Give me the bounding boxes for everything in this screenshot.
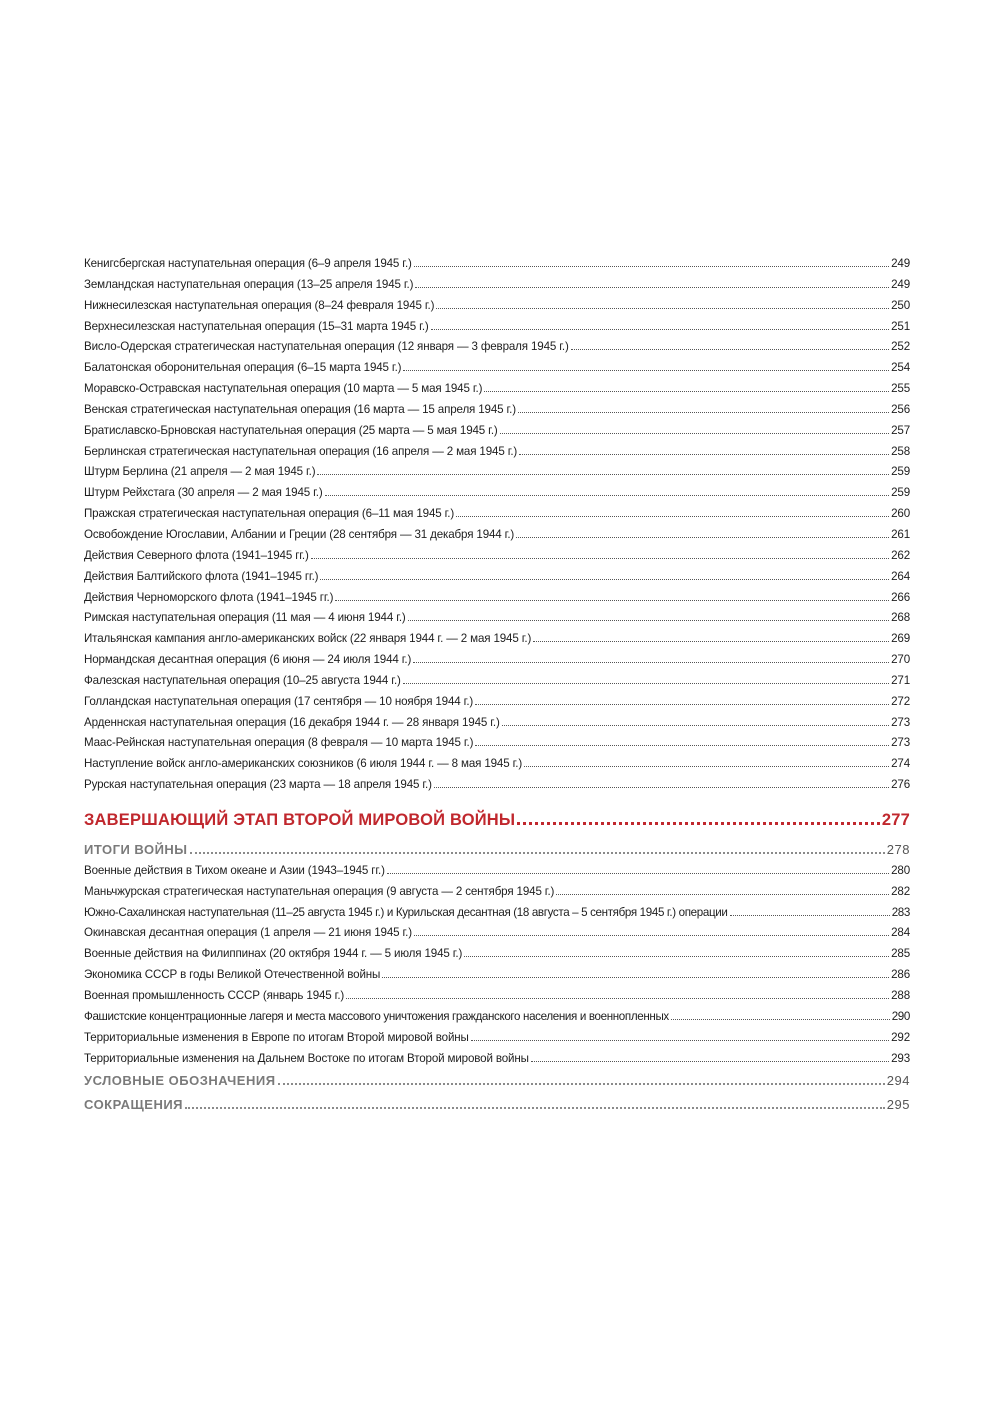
toc-entry[interactable] xyxy=(84,713,910,734)
toc-entry-title: Балатонская оборонительная операция (6–15 марта 1945 г.) xyxy=(84,361,402,375)
toc-entry-title: Арденнская наступательная операция (16 декабря 1944 г. — 28 января 1945 г.) xyxy=(84,715,500,729)
toc-entry[interactable] xyxy=(84,754,910,775)
toc-entry-title: Венская стратегическая наступательная операция (16 марта — 15 апреля 1945 г.) xyxy=(84,402,516,416)
toc-entry[interactable] xyxy=(84,629,910,650)
table-of-contents xyxy=(84,254,910,1117)
toc-entry-title: Кенигсбергская наступательная операция (6–9 апреля 1945 г.) xyxy=(84,257,412,270)
dot-leader xyxy=(387,873,889,874)
dot-leader xyxy=(346,998,889,999)
toc-entry-page-number: 292 xyxy=(891,1030,910,1044)
toc-entry-title: Экономика СССР в годы Великой Отечественной войны xyxy=(84,968,381,982)
toc-entry[interactable] xyxy=(84,1028,910,1049)
dot-leader xyxy=(414,935,889,936)
toc-entry[interactable] xyxy=(84,254,910,275)
toc-entry[interactable] xyxy=(84,608,910,629)
dot-leader xyxy=(415,287,889,288)
dot-leader xyxy=(519,454,889,455)
toc-entry[interactable] xyxy=(84,379,910,400)
dot-leader xyxy=(500,433,889,434)
dot-leader xyxy=(471,1040,889,1041)
dot-leader xyxy=(456,516,889,517)
toc-entry-title: Военная промышленность СССР (январь 1945 г.) xyxy=(84,989,345,1002)
abbreviations-page-number: 295 xyxy=(886,1097,910,1113)
dot-leader xyxy=(311,558,889,559)
dot-leader xyxy=(533,641,889,642)
toc-entry-page-number: 280 xyxy=(891,863,910,877)
dot-leader xyxy=(531,1061,889,1062)
toc-entry-title: Действия Северного флота (1941–1945 гг.) xyxy=(84,548,309,562)
legend-title: УСЛОВНЫЕ ОБОЗНАЧЕНИЯ xyxy=(84,1073,276,1089)
abbreviations-title: СОКРАЩЕНИЯ xyxy=(84,1097,184,1113)
toc-entry[interactable] xyxy=(84,861,910,882)
dot-leader xyxy=(475,704,889,705)
dot-leader xyxy=(484,391,889,392)
toc-entry-page-number: 249 xyxy=(891,277,910,291)
dot-leader xyxy=(325,495,890,496)
toc-entry-page-number: 251 xyxy=(891,319,910,333)
toc-entry[interactable] xyxy=(84,442,910,463)
toc-entry-title: Южно-Сахалинская наступательная (11–25 августа 1945 г.) и Курильская десантная (18 августа – 5 сентября 1945 г.) операции xyxy=(84,905,728,919)
toc-entry-page-number: 269 xyxy=(891,632,910,646)
toc-entry-title: Висло-Одерская стратегическая наступательная операция (12 января — 3 февраля 1945 г.) xyxy=(84,340,569,354)
toc-entry-page-number: 256 xyxy=(891,402,910,416)
toc-entry[interactable] xyxy=(84,525,910,546)
dot-leader xyxy=(414,266,889,267)
toc-entry-page-number: 254 xyxy=(891,361,910,375)
toc-entry[interactable] xyxy=(84,588,910,609)
dot-leader xyxy=(413,662,889,663)
dot-leader xyxy=(185,1107,885,1109)
dot-leader xyxy=(190,852,885,854)
dot-leader xyxy=(408,620,889,621)
toc-entry-page-number: 286 xyxy=(891,968,910,982)
toc-entry-page-number: 273 xyxy=(891,736,910,750)
toc-entry-page-number: 266 xyxy=(891,590,910,604)
toc-entry[interactable] xyxy=(84,546,910,567)
toc-entry-page-number: 271 xyxy=(891,673,910,687)
dot-leader xyxy=(516,537,889,538)
toc-entry[interactable] xyxy=(84,421,910,442)
toc-entry-title: Действия Балтийского флота (1941–1945 гг.) xyxy=(84,569,319,583)
toc-entry[interactable] xyxy=(84,1049,910,1070)
toc-subsection-heading[interactable] xyxy=(84,838,910,861)
toc-entry-page-number: 252 xyxy=(891,340,910,354)
section-title: ЗАВЕРШАЮЩИЙ ЭТАП ВТОРОЙ МИРОВОЙ ВОЙНЫ xyxy=(84,810,516,829)
toc-entry-page-number: 249 xyxy=(891,257,910,270)
toc-entry-title: Территориальные изменения в Европе по итогам Второй мировой войны xyxy=(84,1030,469,1044)
toc-entry[interactable] xyxy=(84,567,910,588)
toc-entry-page-number: 290 xyxy=(891,1009,910,1023)
subsection-title: ИТОГИ ВОЙНЫ xyxy=(84,841,188,857)
toc-entry-title: Моравско-Остравская наступательная операция (10 марта — 5 мая 1945 г.) xyxy=(84,382,483,396)
toc-entry[interactable] xyxy=(84,692,910,713)
toc-entry[interactable] xyxy=(84,733,910,754)
dot-leader xyxy=(436,308,889,309)
toc-entry-page-number: 276 xyxy=(891,778,910,792)
toc-entry-title: Окинавская десантная операция (1 апреля — 21 июня 1945 г.) xyxy=(84,926,412,940)
toc-entry-title: Действия Черноморского флота (1941–1945 гг.) xyxy=(84,590,334,604)
dot-leader xyxy=(278,1083,885,1085)
toc-legend-heading[interactable] xyxy=(84,1069,910,1093)
toc-entry-title: Нормандская десантная операция (6 июня — 24 июля 1944 г.) xyxy=(84,653,412,667)
toc-entry[interactable] xyxy=(84,358,910,379)
toc-entry-page-number: 274 xyxy=(891,757,910,771)
toc-section-heading[interactable] xyxy=(84,802,910,838)
dot-leader xyxy=(518,412,889,413)
dot-leader xyxy=(475,745,889,746)
toc-entry-title: Братиславско-Брновская наступательная операция (25 марта — 5 мая 1945 г.) xyxy=(84,423,498,437)
dot-leader xyxy=(320,579,889,580)
toc-entry[interactable] xyxy=(84,944,910,965)
dot-leader xyxy=(524,766,889,767)
toc-entry-page-number: 260 xyxy=(891,507,910,521)
toc-entry-page-number: 264 xyxy=(891,569,910,583)
toc-entry-title: Римская наступательная операция (11 мая — 4 июня 1944 г.) xyxy=(84,611,406,625)
dot-leader xyxy=(571,349,889,350)
dot-leader xyxy=(382,977,889,978)
dot-leader xyxy=(403,683,889,684)
toc-entry-page-number: 282 xyxy=(891,884,910,898)
dot-leader xyxy=(317,474,889,475)
toc-entry-page-number: 259 xyxy=(891,486,910,500)
legend-page-number: 294 xyxy=(886,1073,910,1089)
toc-entry-title: Голландская наступательная операция (17 сентября — 10 ноября 1944 г.) xyxy=(84,694,474,708)
toc-entry-title: Наступление войск англо-американских союзников (6 июля 1944 г. — 8 мая 1945 г.) xyxy=(84,757,523,771)
toc-entry-title: Военные действия в Тихом океане и Азии (1943–1945 гг.) xyxy=(84,863,385,877)
dot-leader xyxy=(502,725,889,726)
toc-entry-page-number: 259 xyxy=(891,465,910,479)
toc-entry-title: Верхнесилезская наступательная операция (15–31 марта 1945 г.) xyxy=(84,319,429,333)
dot-leader xyxy=(434,787,889,788)
toc-entry-page-number: 261 xyxy=(891,527,910,541)
toc-entry-page-number: 284 xyxy=(891,926,910,940)
toc-entry[interactable] xyxy=(84,337,910,358)
dot-leader xyxy=(403,370,889,371)
subsection-page-number: 278 xyxy=(886,841,910,857)
toc-abbreviations-heading[interactable] xyxy=(84,1093,910,1117)
toc-entry-page-number: 288 xyxy=(891,989,910,1002)
toc-entry-title: Территориальные изменения на Дальнем Востоке по итогам Второй мировой войны xyxy=(84,1051,529,1065)
toc-entry-title: Фалезская наступательная операция (10–25 августа 1944 г.) xyxy=(84,673,401,687)
toc-entry[interactable] xyxy=(84,317,910,338)
dot-leader xyxy=(671,1019,890,1020)
dot-leader xyxy=(730,915,890,916)
toc-entry-page-number: 283 xyxy=(891,905,910,919)
toc-entry-title: Берлинская стратегическая наступательная операция (16 апреля — 2 мая 1945 г.) xyxy=(84,444,518,458)
toc-entry-title: Освобождение Югославии, Албании и Греции (28 сентября — 31 декабря 1944 г.) xyxy=(84,527,515,541)
toc-entry-page-number: 285 xyxy=(891,947,910,961)
toc-entries-group-a xyxy=(84,254,910,796)
toc-entry-page-number: 273 xyxy=(891,715,910,729)
toc-entry[interactable] xyxy=(84,903,910,924)
toc-entry[interactable] xyxy=(84,296,910,317)
toc-entry-title: Земландская наступательная операция (13–25 апреля 1945 г.) xyxy=(84,277,414,291)
toc-entry[interactable] xyxy=(84,462,910,483)
toc-entry-title: Штурм Берлина (21 апреля — 2 мая 1945 г.) xyxy=(84,465,316,479)
toc-entry-page-number: 258 xyxy=(891,444,910,458)
toc-entry-title: Маас-Рейнская наступательная операция (8 февраля — 10 марта 1945 г.) xyxy=(84,736,474,750)
toc-entry-page-number: 270 xyxy=(891,653,910,667)
toc-entry[interactable] xyxy=(84,1007,910,1028)
toc-entry-title: Маньчжурская стратегическая наступательная операция (9 августа — 2 сентября 1945 г.) xyxy=(84,884,555,898)
toc-entry[interactable] xyxy=(84,275,910,296)
toc-entry[interactable] xyxy=(84,671,910,692)
toc-entry[interactable] xyxy=(84,483,910,504)
toc-entry-page-number: 293 xyxy=(891,1051,910,1065)
toc-entry-title: Фашистские концентрационные лагеря и места массового уничтожения гражданского населения и военнопленных xyxy=(84,1009,669,1023)
toc-entry[interactable] xyxy=(84,400,910,421)
dot-leader xyxy=(464,956,889,957)
toc-entry-title: Штурм Рейхстага (30 апреля — 2 мая 1945 г.) xyxy=(84,486,323,500)
toc-entry[interactable] xyxy=(84,923,910,944)
toc-entry[interactable] xyxy=(84,882,910,903)
toc-entry-page-number: 250 xyxy=(891,298,910,312)
dot-leader xyxy=(431,329,889,330)
toc-entry[interactable] xyxy=(84,650,910,671)
toc-entry[interactable] xyxy=(84,775,910,796)
dot-leader xyxy=(517,822,880,825)
toc-entry[interactable] xyxy=(84,986,910,1007)
toc-entry-page-number: 272 xyxy=(891,694,910,708)
toc-entry-title: Рурская наступательная операция (23 марта — 18 апреля 1945 г.) xyxy=(84,778,432,792)
toc-entry-page-number: 268 xyxy=(891,611,910,625)
dot-leader xyxy=(335,600,889,601)
section-page-number: 277 xyxy=(881,810,910,829)
toc-entry[interactable] xyxy=(84,965,910,986)
toc-entries-group-b xyxy=(84,861,910,1069)
toc-entry-page-number: 255 xyxy=(891,382,910,396)
toc-entry-title: Нижнесилезская наступательная операция (8–24 февраля 1945 г.) xyxy=(84,298,435,312)
toc-entry-page-number: 257 xyxy=(891,423,910,437)
toc-entry-title: Военные действия на Филиппинах (20 октября 1944 г. — 5 июля 1945 г.) xyxy=(84,947,463,961)
dot-leader xyxy=(556,894,889,895)
toc-entry-title: Пражская стратегическая наступательная операция (6–11 мая 1945 г.) xyxy=(84,507,455,521)
toc-entry-page-number: 262 xyxy=(891,548,910,562)
toc-entry[interactable] xyxy=(84,504,910,525)
toc-entry-title: Итальянская кампания англо-американских войск (22 января 1944 г. — 2 мая 1945 г.) xyxy=(84,632,532,646)
